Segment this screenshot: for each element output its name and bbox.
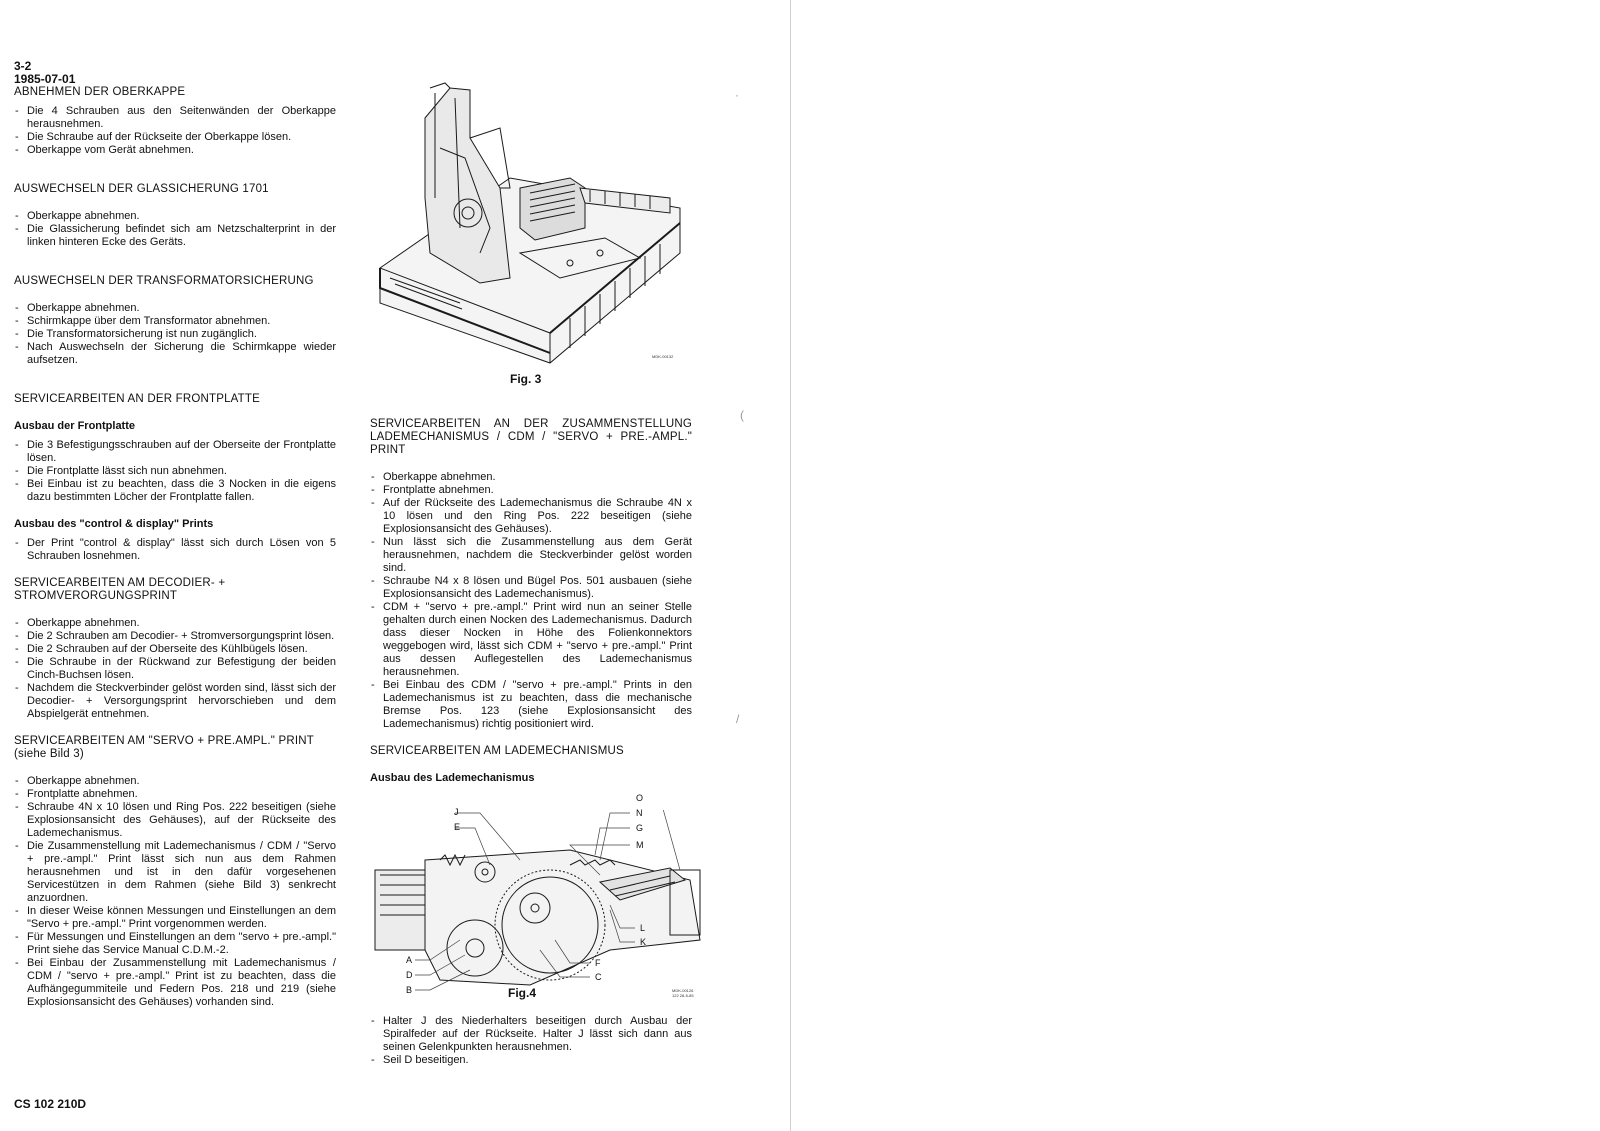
list-item: - Bei Einbau der Zusammenstellung mit Lademechanismus / CDM / "servo + pre.-ampl." Print ist zu beachten, dass die Aufhängegummiteile und Federn Pos. 218 und 219 (siehe Explosionsansicht des Gehäuses) vorhanden sind. (14, 957, 336, 1009)
list-item: - Die Glassicherung befindet sich am Netzschalterprint in der linken hinteren Ecke des Geräts. (14, 223, 336, 249)
list-item: - Oberkappe abnehmen. (14, 617, 336, 630)
figure-caption: Fig.4 (508, 986, 537, 1000)
list-item: - Frontplatte abnehmen. (370, 484, 692, 497)
list-item: - Oberkappe vom Gerät abnehmen. (14, 144, 336, 157)
subsection-title: Ausbau des Lademechanismus (370, 772, 535, 784)
instruction-list (14, 617, 336, 721)
section-title: ABNEHMEN DER OBERKAPPE (14, 86, 186, 98)
page-divider (790, 0, 791, 1131)
list-item: - Halter J des Niederhalters beseitigen durch Ausbau der Spiralfeder auf der Rückseite. Halter J lässt sich dann aus seinen Gelenkpunkten herausnehmen. (370, 1015, 692, 1054)
section-title: SERVICEARBEITEN AM DECODIER- + STROMVERORGUNGSPRINT (14, 577, 226, 602)
loading-mechanism-drawing (370, 810, 710, 1025)
figure-code: 122 28-5-85 (672, 993, 694, 998)
list-item: - Frontplatte abnehmen. (14, 788, 336, 801)
callout-label: O (636, 793, 644, 803)
list-item: - Schirmkappe über dem Transformator abnehmen. (14, 315, 336, 328)
figure-4 (370, 810, 710, 1025)
right-column-bottom (370, 1015, 692, 1067)
figure-code: MDK-00132 (652, 354, 674, 359)
instruction-list (14, 439, 336, 504)
list-item: - Oberkappe abnehmen. (370, 471, 692, 484)
list-item: - Nachdem die Steckverbinder gelöst worden sind, lässt sich der Decodier- + Versorgungsprint hervorschieben und dem Abspielgerät entnehmen. (14, 682, 336, 721)
callout-label: K (640, 937, 647, 947)
document-code: CS 102 210D (14, 1097, 87, 1111)
callout-label: M (636, 840, 644, 850)
section-title: SERVICEARBEITEN AN DER ZUSAMMENSTELLUNG LADEMECHANISMUS / CDM / "SERVO + PRE.-AMPL." PRINT (370, 418, 692, 456)
list-item: - Die 2 Schrauben auf der Oberseite des Kühlbügels lösen. (14, 643, 336, 656)
section-title: SERVICEARBEITEN AN DER FRONTPLATTE (14, 393, 261, 405)
list-item: - Nun lässt sich die Zusammenstellung aus dem Gerät herausnehmen, nachdem die Steckverbinder gelöst worden sind. (370, 536, 692, 575)
callout-label: D (406, 970, 413, 980)
list-item: - Auf der Rückseite des Lademechanismus die Schraube 4N x 10 lösen und den Ring Pos. 222 beseitigen (siehe Explosionsansicht des Gehäuses). (370, 497, 692, 536)
figure-caption: Fig. 3 (510, 372, 542, 386)
instruction-list (370, 1015, 692, 1067)
callout-label: B (406, 985, 413, 995)
instruction-list (14, 775, 336, 1009)
list-item: - Die Schraube in der Rückwand zur Befestigung der beiden Cinch-Buchsen lösen. (14, 656, 336, 682)
instruction-list (370, 471, 692, 731)
list-item: - Die Transformatorsicherung ist nun zugänglich. (14, 328, 336, 341)
page-date: 1985-07-01 (14, 72, 76, 86)
subsection-title: Ausbau der Frontplatte (14, 420, 136, 432)
list-item: - CDM + "servo + pre.-ampl." Print wird nun an seiner Stelle gehalten durch einen Nocken des Lademechanismus. Dadurch dass dieser Nocken in Höhe des Folienkonnektors weggebogen wird, lässt sich CDM + "servo + pre.-ampl." Print aus dessen Auflegestellen des Lademechanismus herausnehmen. (370, 601, 692, 679)
section-title: AUSWECHSELN DER TRANSFORMATORSICHERUNG (14, 275, 314, 287)
list-item: - In dieser Weise können Messungen und Einstellungen an dem "Servo + pre.-ampl." Print vorgenommen werden. (14, 905, 336, 931)
section-title: SERVICEARBEITEN AM LADEMECHANISMUS (370, 745, 624, 757)
callout-label: F (595, 958, 601, 968)
list-item: - Oberkappe abnehmen. (14, 302, 336, 315)
scan-speck: ( (740, 408, 744, 422)
list-item: - Die 3 Befestigungsschrauben auf der Oberseite der Frontplatte lösen. (14, 439, 336, 465)
scan-speck: · (735, 88, 739, 102)
subsection-title: Ausbau des "control & display" Prints (14, 518, 214, 530)
left-column (14, 60, 336, 1009)
instruction-list (14, 105, 336, 157)
instruction-list (14, 537, 336, 563)
section-title: SERVICEARBEITEN AM "SERVO + PRE.AMPL." PRINT (siehe Bild 3) (14, 735, 314, 760)
figure-3 (370, 78, 700, 386)
list-item: - Die Schraube auf der Rückseite der Oberkappe lösen. (14, 131, 336, 144)
list-item: - Oberkappe abnehmen. (14, 210, 336, 223)
list-item: - Nach Auswechseln der Sicherung die Schirmkappe wieder aufsetzen. (14, 341, 336, 367)
right-column (370, 418, 692, 785)
cd-player-chassis-drawing (370, 78, 700, 378)
list-item: - Schraube N4 x 8 lösen und Bügel Pos. 501 ausbauen (siehe Explosionsansicht des Lademechanismus). (370, 575, 692, 601)
list-item: - Bei Einbau des CDM / "servo + pre.-ampl." Prints in den Lademechanismus ist zu beachten, dass die mechanische Bremse Pos. 123 (siehe Explosionsansicht des Lademechanismus) richtig positioniert wird. (370, 679, 692, 731)
list-item: - Bei Einbau ist zu beachten, dass die 3 Nocken in die eigens dazu bestimmten Löcher der Frontplatte fallen. (14, 478, 336, 504)
callout-label: E (454, 822, 461, 832)
section-title: AUSWECHSELN DER GLASSICHERUNG 1701 (14, 183, 269, 195)
list-item: - Die Frontplatte lässt sich nun abnehmen. (14, 465, 336, 478)
list-item: - Seil D beseitigen. (370, 1054, 692, 1067)
callout-label: A (406, 955, 413, 965)
list-item: - Der Print "control & display" lässt sich durch Lösen von 5 Schrauben losnehmen. (14, 537, 336, 563)
list-item: - Oberkappe abnehmen. (14, 775, 336, 788)
list-item: - Die Zusammenstellung mit Lademechanismus / CDM / "Servo + pre.-ampl." Print lässt sich nun aus dem Rahmen herausnehmen und ist in den dafür vorgesehenen Servicestützen in dem Rahmen (siehe Bild 3) senkrecht anzuordnen. (14, 840, 336, 905)
callout-label: J (454, 807, 459, 817)
callout-label: N (636, 808, 643, 818)
instruction-list (14, 302, 336, 367)
instruction-list (14, 210, 336, 249)
callout-label: C (595, 972, 602, 982)
list-item: - Für Messungen und Einstellungen an dem "servo + pre.-ampl." Print siehe das Service Manual C.D.M.-2. (14, 931, 336, 957)
list-item: - Die 4 Schrauben aus den Seitenwänden der Oberkappe herausnehmen. (14, 105, 336, 131)
list-item: - Schraube 4N x 10 lösen und Ring Pos. 222 beseitigen (siehe Explosionsansicht des Gehäuses), auf der Rückseite des Lademechanismus. (14, 801, 336, 840)
page-number: 3-2 (14, 59, 32, 73)
figure-code: MDK-00126 (672, 988, 694, 993)
scan-speck: / (736, 712, 740, 726)
callout-label: G (636, 823, 644, 833)
callout-label: L (640, 923, 646, 933)
list-item: - Die 2 Schrauben am Decodier- + Stromversorgungsprint lösen. (14, 630, 336, 643)
